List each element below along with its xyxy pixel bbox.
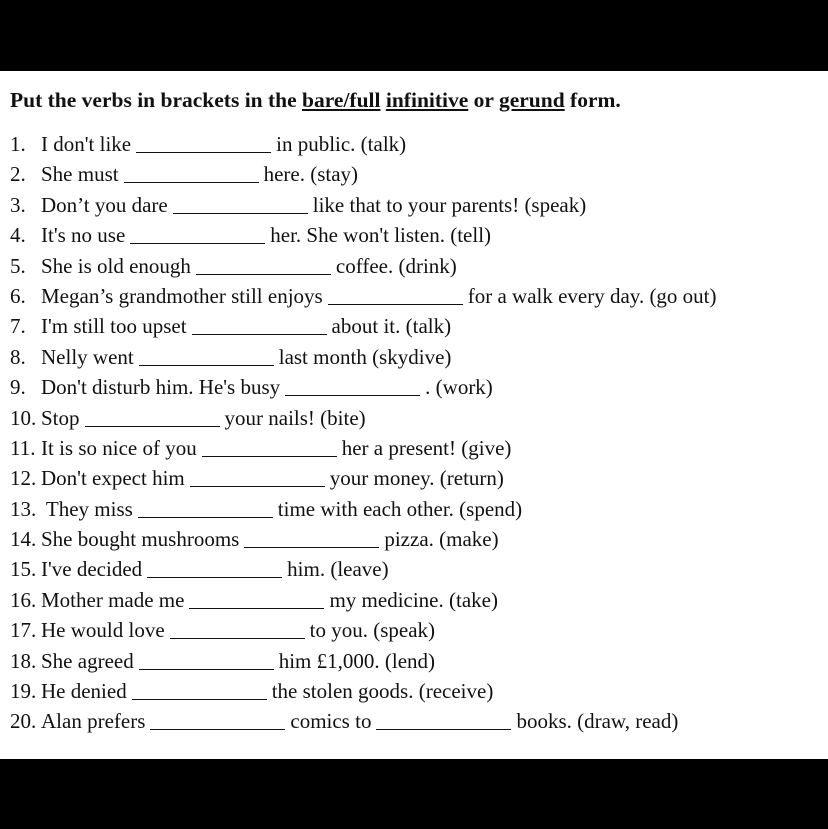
answer-blank[interactable]: [328, 290, 463, 305]
answer-blank[interactable]: [85, 412, 220, 427]
item-prompt-start: Don't disturb him. He's busy: [41, 375, 281, 400]
item-prompt-start: Don’t you dare: [41, 192, 168, 217]
answer-blank[interactable]: [138, 503, 273, 518]
item-prompt-end: coffee. (drink): [335, 253, 457, 278]
item-prompt-start: She must: [41, 162, 119, 187]
item-prompt-end: your nails! (bite): [224, 405, 366, 430]
answer-blank[interactable]: [130, 229, 265, 244]
item-number: 18.: [10, 648, 37, 673]
exercise-item: [10, 190, 825, 220]
item-number: 5.: [10, 253, 26, 278]
exercise-item: [10, 494, 825, 524]
title-part3: form.: [564, 88, 621, 112]
title-gerund: gerund: [498, 88, 565, 112]
answer-blank[interactable]: [139, 655, 274, 670]
item-prompt-end: for a walk every day. (go out): [467, 283, 717, 308]
item-prompt-end: her a present! (give): [341, 435, 512, 460]
item-number: 1.: [10, 132, 26, 156]
item-number: 13.: [10, 496, 37, 521]
exercise-item: [10, 159, 825, 189]
answer-blank[interactable]: [196, 260, 331, 275]
item-number: 2.: [10, 162, 26, 187]
item-prompt-end: comics to: [290, 709, 372, 734]
item-prompt-start: They miss: [41, 496, 133, 521]
title-bare-full: bare/full: [302, 88, 381, 112]
item-prompt-tail: books. (draw, read): [516, 709, 679, 734]
item-number: 16.: [10, 587, 37, 612]
answer-blank[interactable]: [202, 442, 337, 457]
worksheet-page: [0, 71, 828, 759]
item-prompt-start: She is old enough: [41, 253, 191, 278]
exercise-item: [10, 676, 825, 706]
answer-blank[interactable]: [244, 533, 379, 548]
exercise-item: [10, 311, 825, 341]
exercise-item: [10, 554, 825, 584]
answer-blank[interactable]: [139, 351, 274, 366]
item-prompt-start: He would love: [41, 618, 165, 643]
item-prompt-start: It is so nice of you: [41, 435, 197, 460]
answer-blank[interactable]: [136, 138, 271, 153]
title-part1: Put the verbs in brackets in the: [10, 88, 303, 112]
item-prompt-start: It's no use: [41, 223, 126, 248]
exercise-item: [10, 129, 825, 159]
item-prompt-end: her. She won't listen. (tell): [270, 223, 492, 248]
exercise-item: [10, 585, 825, 615]
exercise-item: [10, 372, 825, 402]
item-prompt-end: to you. (speak): [309, 618, 436, 643]
answer-blank[interactable]: [132, 685, 267, 700]
item-number: 19.: [10, 679, 37, 704]
item-prompt-start: Stop: [41, 405, 80, 430]
item-prompt-end: your money. (return): [329, 466, 504, 491]
answer-blank-second[interactable]: [376, 715, 511, 730]
answer-blank[interactable]: [147, 563, 282, 578]
instructions-title: [10, 88, 621, 113]
answer-blank[interactable]: [170, 624, 305, 639]
item-number: 15.: [10, 557, 37, 582]
item-prompt-start: Don't expect him: [41, 466, 185, 491]
item-prompt-start: Alan prefers: [41, 709, 146, 734]
item-prompt-end: time with each other. (spend): [277, 496, 523, 521]
item-prompt-end: pizza. (make): [384, 527, 499, 552]
item-prompt-end: my medicine. (take): [329, 587, 498, 612]
item-prompt-start: I'm still too upset: [41, 314, 187, 339]
exercise-item: [10, 220, 825, 250]
answer-blank[interactable]: [192, 320, 327, 335]
item-prompt-start: Mother made me: [41, 587, 185, 612]
item-prompt-end: him. (leave): [287, 557, 389, 582]
answer-blank[interactable]: [124, 168, 259, 183]
item-prompt-end: . (work): [425, 375, 493, 400]
exercise-item: [10, 403, 825, 433]
item-prompt-end: in public. (talk): [276, 132, 407, 156]
item-prompt-end: about it. (talk): [331, 314, 452, 339]
item-prompt-start: She bought mushrooms: [41, 527, 240, 552]
item-prompt-start: She agreed: [41, 648, 134, 673]
exercise-item: [10, 281, 825, 311]
exercise-item: [10, 646, 825, 676]
item-number: 17.: [10, 618, 37, 643]
item-number: 12.: [10, 466, 37, 491]
item-prompt-start: Nelly went: [41, 344, 134, 369]
exercise-item: [10, 524, 825, 554]
item-number: 7.: [10, 314, 26, 339]
exercise-list: [10, 129, 825, 737]
item-prompt-end: like that to your parents! (speak): [312, 192, 587, 217]
answer-blank[interactable]: [190, 472, 325, 487]
answer-blank[interactable]: [173, 199, 308, 214]
answer-blank[interactable]: [150, 715, 285, 730]
exercise-item: [10, 706, 825, 736]
item-prompt-start: Megan’s grandmother still enjoys: [41, 283, 323, 308]
title-infinitive: infinitive: [385, 88, 469, 112]
item-number: 14.: [10, 527, 37, 552]
item-number: 4.: [10, 223, 26, 248]
title-part2: or: [468, 88, 499, 112]
item-number: 6.: [10, 283, 26, 308]
exercise-item: [10, 251, 825, 281]
item-number: 9.: [10, 375, 26, 400]
item-number: 11.: [10, 435, 36, 460]
item-number: 3.: [10, 192, 26, 217]
item-prompt-end: last month (skydive): [278, 344, 452, 369]
item-number: 10.: [10, 405, 37, 430]
item-prompt-start: I don't like: [41, 132, 132, 156]
exercise-item: [10, 615, 825, 645]
item-prompt-start: He denied: [41, 679, 127, 704]
item-prompt-end: him £1,000. (lend): [278, 648, 436, 673]
exercise-item: [10, 463, 825, 493]
exercise-item: [10, 433, 825, 463]
item-prompt-start: I've decided: [41, 557, 143, 582]
item-number: 20.: [10, 709, 37, 734]
item-number: 8.: [10, 344, 26, 369]
item-prompt-end: the stolen goods. (receive): [271, 679, 494, 704]
answer-blank[interactable]: [285, 381, 420, 396]
answer-blank[interactable]: [189, 594, 324, 609]
item-prompt-end: here. (stay): [263, 162, 359, 187]
exercise-item: [10, 342, 825, 372]
